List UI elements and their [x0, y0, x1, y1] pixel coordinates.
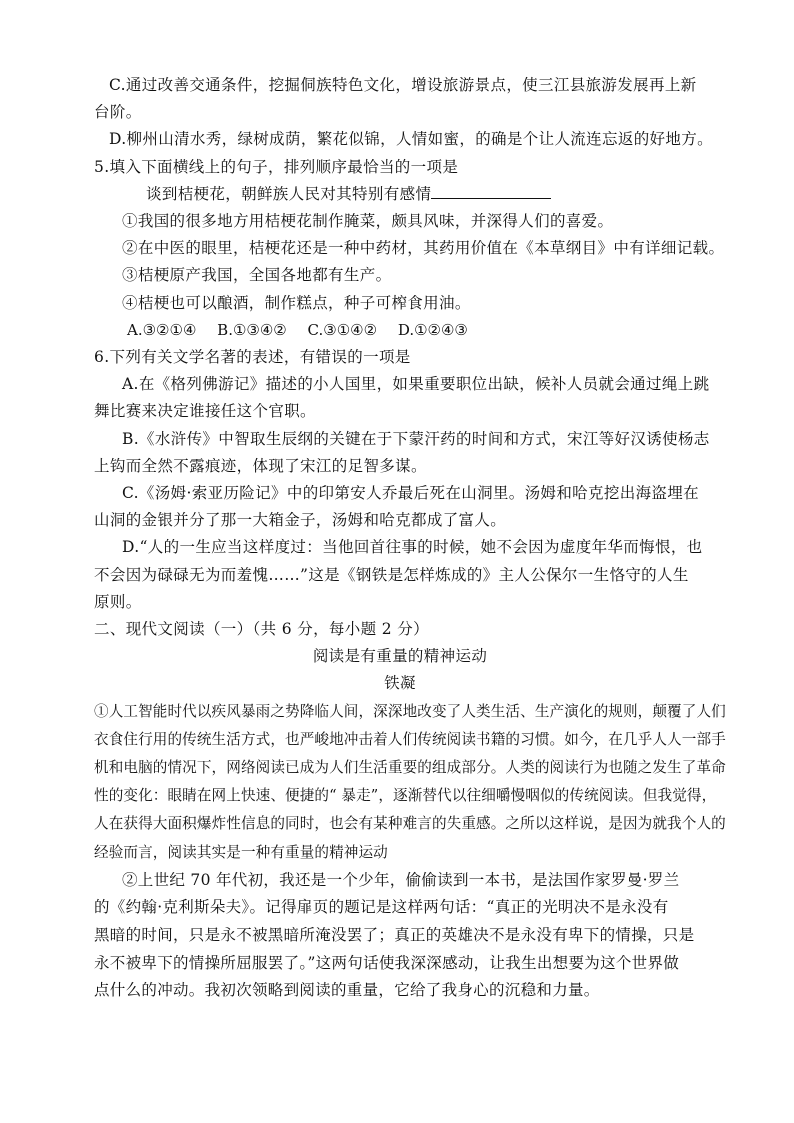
passage-paragraph-1: [94, 698, 726, 867]
paragraph-line: 经验而言，阅读其实是一种有重量的精神运动: [94, 843, 388, 861]
q6-option-c-line2: 山洞的金银并分了那一大箱金子，汤姆和哈克都成了富人。: [94, 511, 507, 530]
q5-sentence-1: ①我国的很多地方用桔梗花制作腌菜，颇具风味，并深得人们的喜爱。: [122, 212, 614, 231]
q5-option-d: D.①②④③: [397, 320, 468, 339]
paragraph-line: ②上世纪 70 年代初，我还是一个少年，偷偷读到一本书，是法国作家罗曼·罗兰: [122, 870, 680, 889]
q6-option-d-line1: D.“人的一生应当这样度过：当他回首往事的时候，她不会因为虚度年华而悔恨，也: [122, 538, 703, 557]
q6-option-a-line2: 舞比赛来决定谁接任这个官职。: [94, 402, 316, 421]
exam-page: [94, 72, 726, 1005]
q4-option-c-line1: C.通过改善交通条件，挖掘侗族特色文化，增设旅游景点，使三江县旅游发展再上新: [109, 76, 697, 94]
q5-sentence-2: ②在中医的眼里，桔梗花还是一种中药材，其药用价值在《本草纲目》中有详细记载。: [122, 239, 725, 258]
q5-lead-sentence: [94, 181, 706, 208]
q4-option-c-line2: 台阶。: [94, 103, 142, 122]
paragraph-line: 黑暗的时间，只是永不被黑暗所淹没罢了；真正的英雄决不是永没有卑下的情操，只是: [94, 926, 695, 945]
q5-option-b: B.①③④②: [217, 320, 287, 339]
passage-paragraph-2: [94, 867, 706, 1005]
q5-option-c: C.③①④②: [307, 320, 378, 339]
passage-title: 阅读是有重量的精神运动: [312, 647, 488, 666]
paragraph-line: 永不被卑下的情操所屈服罢了。”这两句话使我深深感动，让我生出想要为这个世界做: [94, 953, 680, 972]
q5-lead-text: 谈到桔梗花，朝鲜族人民对其特别有感情: [146, 184, 432, 203]
q5-option-a: A.③②①④: [127, 320, 197, 339]
q6-option-d-line2: 不会因为碌碌无为而羞愧……”这是《钢铁是怎样炼成的》主人公保尔一生恪守的人生: [94, 565, 689, 584]
q5-answer-blank: [431, 182, 551, 199]
q6-option-b-line2: 上钩而全然不露痕迹，体现了宋江的足智多谋。: [94, 456, 427, 475]
paragraph-line: 的《约翰·克利斯朵夫》。记得扉页的题记是这样两句话：“真正的光明决不是永没有: [94, 898, 669, 917]
section-heading: 二、现代文阅读（一）（共 6 分，每小题 2 分）: [94, 620, 429, 639]
q5-stem: 5.填入下面横线上的句子，排列顺序最恰当的一项是: [94, 157, 459, 176]
passage-author: 铁凝: [384, 674, 416, 693]
q5-sentence-3: ③桔梗原产我国，全国各地都有生产。: [122, 266, 392, 285]
paragraph-line: 点什么的冲动。我初次领略到阅读的重量，它给了我身心的沉稳和力量。: [94, 981, 600, 1000]
q6-option-a-line1: A.在《格列佛游记》描述的小人国里，如果重要职位出缺，候补人员就会通过绳上跳: [122, 375, 710, 394]
q6-option-c-line1: C.《汤姆·索亚历险记》中的印第安人乔最后死在山洞里。汤姆和哈克挖出海盗埋在: [122, 484, 699, 503]
paragraph-line: ①人工智能时代以疾风暴雨之势降临人间，深深地改变了人类生活、生产演化的规则，颠覆了人们: [94, 702, 726, 720]
q6-option-d-line3: 原则。: [94, 592, 142, 611]
q6-option-b-line1: B.《水浒传》中智取生辰纲的关键在于下蒙汗药的时间和方式，宋江等好汉诱使杨志: [122, 429, 710, 448]
paragraph-line: 人在获得大面积爆炸性信息的同时，也会有某种难言的失重感。之所以这样说，是因为就我个人的: [94, 815, 726, 833]
paragraph-line: 衣食住行用的传统生活方式，也严峻地冲击着人们传统阅读书籍的习惯。如今，在几乎人人一部手: [94, 730, 726, 748]
q6-stem: 6.下列有关文学名著的表述，有错误的一项是: [94, 348, 411, 367]
q5-options: [94, 317, 706, 344]
q4-option-d: D.柳州山清水秀，绿树成荫，繁花似锦，人情如蜜，的确是个让人流连忘返的好地方。: [109, 130, 713, 149]
paragraph-line: 性的变化：眼睛在网上快速、便捷的“ 暴走”，逐渐替代以往细嚼慢咽似的传统阅读。但我觉得，: [94, 787, 717, 805]
paragraph-line: 机和电脑的情况下，网络阅读已成为人们生活重要的组成部分。人类的阅读行为也随之发生了革命: [94, 759, 726, 777]
q5-sentence-4: ④桔梗也可以酿酒，制作糕点，种子可榨食用油。: [122, 293, 471, 312]
